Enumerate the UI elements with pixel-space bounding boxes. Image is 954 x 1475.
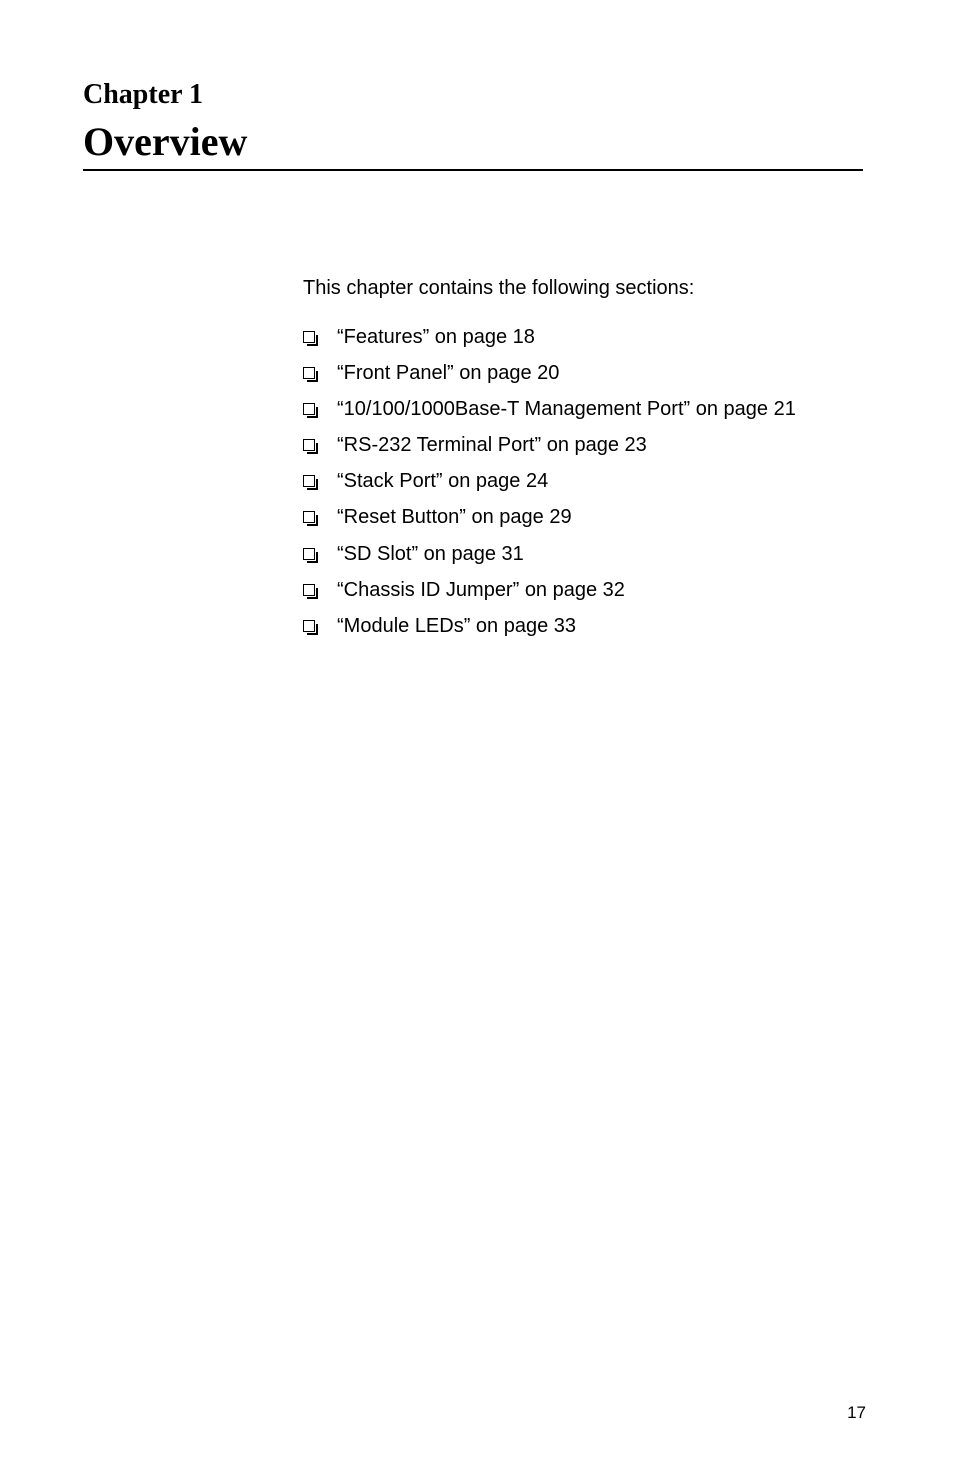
- section-link[interactable]: “Chassis ID Jumper” on page 32: [337, 578, 625, 601]
- checkbox-icon: [303, 361, 319, 385]
- page-number: 17: [847, 1403, 866, 1422]
- list-item: [303, 505, 796, 541]
- checkbox-icon: [303, 325, 319, 349]
- checkbox-icon: [303, 542, 319, 566]
- section-link[interactable]: “Stack Port” on page 24: [337, 470, 549, 493]
- section-link[interactable]: “SD Slot” on page 31: [337, 542, 524, 565]
- checkbox-icon: [303, 469, 319, 493]
- checkbox-icon: [303, 578, 319, 602]
- list-item: [303, 542, 796, 578]
- checkbox-icon: [303, 505, 319, 529]
- intro-text: This chapter contains the following sections:: [303, 277, 695, 299]
- list-item: [303, 614, 796, 650]
- section-link[interactable]: “RS-232 Terminal Port” on page 23: [337, 434, 647, 457]
- section-list: [303, 325, 796, 650]
- list-item: [303, 397, 796, 433]
- section-link[interactable]: “Front Panel” on page 20: [337, 362, 560, 385]
- title-rule: [83, 169, 863, 171]
- chapter-label: Chapter 1: [83, 79, 204, 110]
- section-link[interactable]: “Module LEDs” on page 33: [337, 614, 577, 637]
- list-item: [303, 325, 796, 361]
- list-item: [303, 469, 796, 505]
- list-item: [303, 433, 796, 469]
- section-link[interactable]: “Reset Button” on page 29: [337, 506, 572, 529]
- checkbox-icon: [303, 433, 319, 457]
- chapter-title: Overview: [83, 119, 248, 164]
- section-link[interactable]: “10/100/1000Base-T Management Port” on page 21: [337, 398, 796, 421]
- list-item: [303, 361, 796, 397]
- checkbox-icon: [303, 614, 319, 638]
- section-link[interactable]: “Features” on page 18: [337, 326, 535, 348]
- checkbox-icon: [303, 397, 319, 421]
- list-item: [303, 578, 796, 614]
